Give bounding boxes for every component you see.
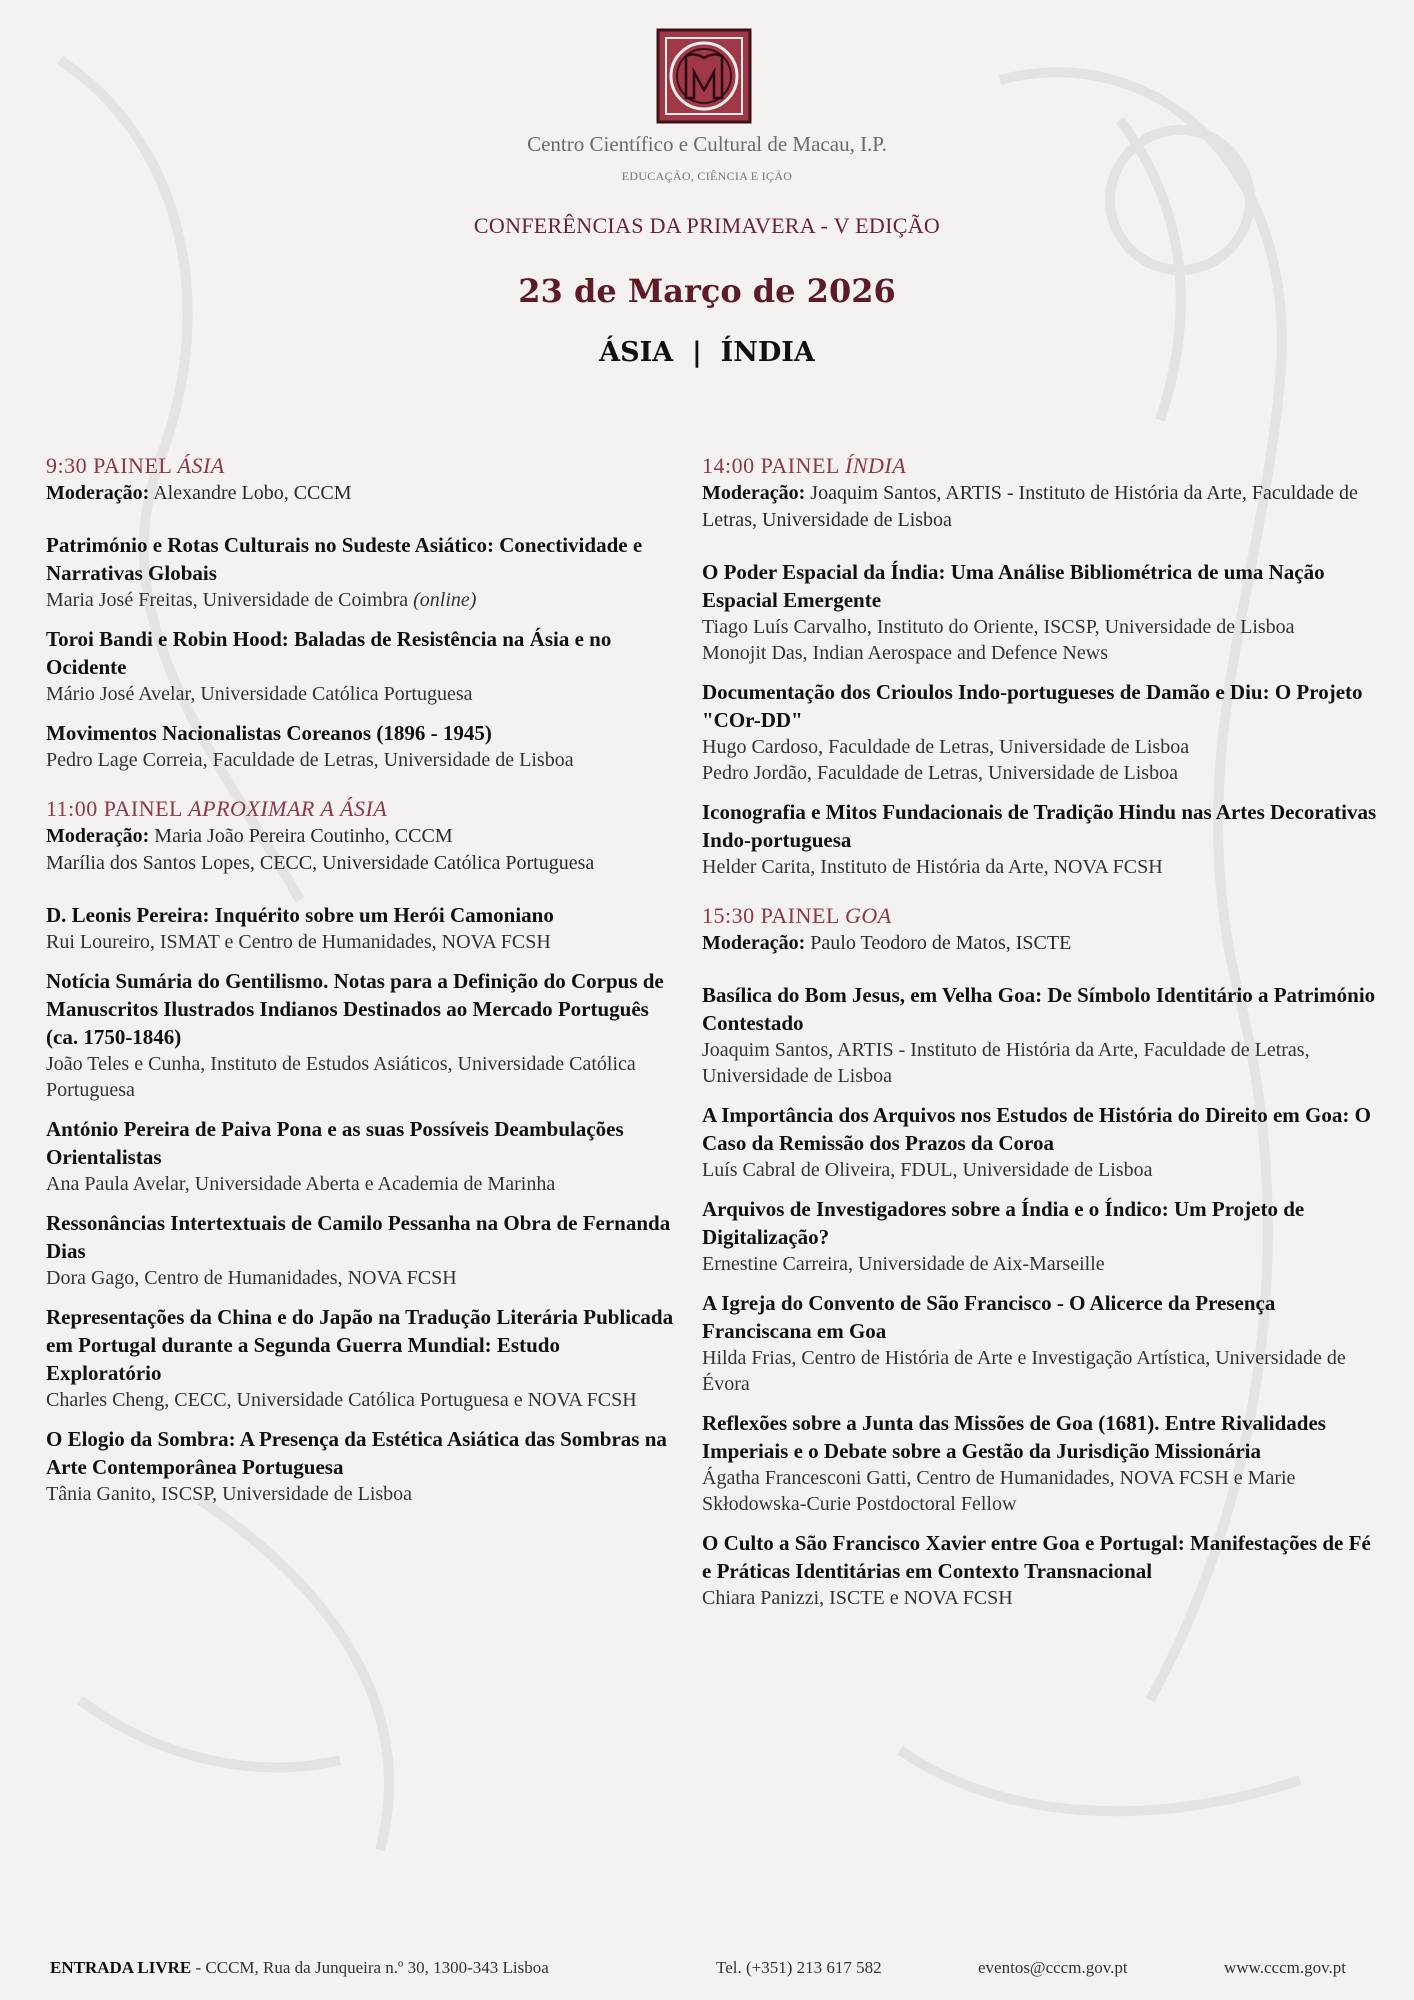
talk-speaker	[702, 1465, 1382, 1517]
panel-section	[702, 902, 1382, 1611]
talk-speaker	[46, 1387, 676, 1413]
speaker-name: Tânia Ganito, ISCSP, Universidade de Lisboa	[46, 1483, 413, 1505]
panel-extra-participant: Marília dos Santos Lopes, CECC, Universidade Católica Portuguesa	[46, 852, 595, 874]
org-name: Centro Científico e Cultural de Macau, I.P.	[527, 132, 887, 156]
talk-title: A Igreja do Convento de São Francisco - O Alicerce da Presença Franciscana em Goa	[702, 1291, 1276, 1343]
talk-speaker	[46, 1171, 676, 1197]
panel-section	[46, 452, 676, 773]
talk-item	[702, 678, 1382, 786]
talk-speaker	[46, 1051, 676, 1103]
speaker-name: Hilda Frias, Centro de História de Arte e Investigação Artística, Universidade de Évora	[702, 1347, 1346, 1395]
footer-website[interactable]: www.cccm.gov.pt	[1224, 1958, 1346, 1977]
panel-label: PAINEL	[760, 903, 840, 928]
panel-heading	[702, 902, 1382, 930]
talk-speaker	[46, 929, 676, 955]
talk-item	[702, 1195, 1382, 1277]
talk-title: D. Leonis Pereira: Inquérito sobre um Herói Camoniano	[46, 903, 554, 927]
talk-speaker	[702, 1157, 1382, 1183]
spacer	[702, 534, 1382, 558]
talk-title: Documentação dos Crioulos Indo-portugueses de Damão e Diu: O Projeto "COr-DD"	[702, 680, 1363, 732]
talk-item	[46, 531, 676, 613]
speaker-name: João Teles e Cunha, Instituto de Estudos Asiáticos, Universidade Católica Portuguesa	[46, 1053, 636, 1101]
moderator-name: Alexandre Lobo, CCCM	[153, 482, 352, 504]
panel-time: 11:00	[46, 796, 98, 821]
talk-speaker	[702, 1251, 1382, 1277]
talk-title: Ressonâncias Intertextuais de Camilo Pessanha na Obra de Fernanda Dias	[46, 1211, 671, 1263]
address-text: - CCCM, Rua da Junqueira n.º 30, 1300-343 Lisboa	[191, 1958, 549, 1977]
talk-speaker	[46, 681, 676, 707]
moderation-label: Moderação:	[702, 932, 806, 954]
moderation-label: Moderação:	[702, 482, 806, 504]
spacer	[46, 507, 676, 531]
org-subtitle: EDUCAÇÃO, CIÊNCIA E IÇÃO	[621, 169, 793, 183]
right-column	[702, 452, 1382, 1633]
panel-section	[46, 795, 676, 1507]
panel-name: GOA	[845, 903, 892, 928]
talk-title: Iconografia e Mitos Fundacionais de Tradição Hindu nas Artes Decorativas Indo-portuguesa	[702, 800, 1377, 852]
talk-item	[702, 1409, 1382, 1517]
panel-name: ÁSIA	[177, 453, 225, 478]
moderation-label: Moderação:	[46, 482, 150, 504]
speaker-name: Charles Cheng, CECC, Universidade Católica Portuguesa e NOVA FCSH	[46, 1389, 637, 1411]
panel-heading	[702, 452, 1382, 480]
panel-section	[702, 452, 1382, 880]
speaker-name: Pedro Lage Correia, Faculdade de Letras, Universidade de Lisboa	[46, 749, 574, 771]
footer	[0, 1958, 1414, 1988]
footer-address	[50, 1958, 549, 1978]
talk-title: A Importância dos Arquivos nos Estudos de História do Direito em Goa: O Caso da Remissão dos Prazos da Coroa	[702, 1103, 1371, 1155]
talk-item	[46, 967, 676, 1103]
talk-item	[46, 1425, 676, 1507]
talk-title: O Culto a São Francisco Xavier entre Goa e Portugal: Manifestações de Fé e Práticas Identitárias em Contexto Transnacional	[702, 1531, 1371, 1583]
talk-item	[46, 719, 676, 773]
moderation	[46, 823, 676, 850]
panel-name: APROXIMAR A ÁSIA	[188, 796, 388, 821]
speaker-name: Hugo Cardoso, Faculdade de Letras, Universidade de Lisboa	[702, 736, 1190, 758]
conference-title: CONFERÊNCIAS DA PRIMAVERA - V EDIÇÃO	[473, 213, 941, 238]
talk-title: O Poder Espacial da Índia: Uma Análise Bibliométrica de uma Nação Espacial Emergente	[702, 560, 1325, 612]
talk-item	[702, 558, 1382, 666]
talk-speaker	[702, 1585, 1382, 1611]
talk-title: Arquivos de Investigadores sobre a Índia e o Índico: Um Projeto de Digitalização?	[702, 1197, 1305, 1249]
talk-item	[702, 1289, 1382, 1397]
talk-title: Reflexões sobre a Junta das Missões de Goa (1681). Entre Rivalidades Imperiais e o Debate sobre a Gestão da Jurisdição Missionária	[702, 1411, 1326, 1463]
spacer	[702, 957, 1382, 981]
moderation	[46, 480, 676, 507]
speaker-name: Maria José Freitas, Universidade de Coimbra	[46, 589, 409, 611]
footer-phone[interactable]: Tel. (+351) 213 617 582	[716, 1958, 882, 1977]
moderator-name: Paulo Teodoro de Matos, ISCTE	[810, 932, 1072, 954]
speaker-name: Dora Gago, Centro de Humanidades, NOVA FCSH	[46, 1267, 457, 1289]
talk-speaker	[702, 1037, 1382, 1089]
panel-time: 14:00	[702, 453, 755, 478]
talk-title: Basílica do Bom Jesus, em Velha Goa: De Símbolo Identitário a Património Contestado	[702, 983, 1376, 1035]
speaker-name: Joaquim Santos, ARTIS - Instituto de História da Arte, Faculdade de Letras, Universidade de Lisboa	[702, 1039, 1310, 1087]
talk-item	[702, 1101, 1382, 1183]
moderator-name: Maria João Pereira Coutinho, CCCM	[154, 825, 453, 847]
talk-item	[46, 1303, 676, 1413]
talk-title: O Elogio da Sombra: A Presença da Estética Asiática das Sombras na Arte Contemporânea Portuguesa	[46, 1427, 667, 1479]
talk-title: Notícia Sumária do Gentilismo. Notas para a Definição do Corpus de Manuscritos Ilustrados Indianos Destinados ao Mercado Português (ca. 1750-1846)	[46, 969, 664, 1049]
speaker-name: Ágatha Francesconi Gatti, Centro de Humanidades, NOVA FCSH e Marie Skłodowska-Curie Postdoctoral Fellow	[702, 1467, 1296, 1515]
talk-speaker: Monojit Das, Indian Aerospace and Defence News	[702, 642, 1108, 664]
talk-item	[46, 901, 676, 955]
talk-speaker	[46, 1265, 676, 1291]
footer-email[interactable]: eventos@cccm.gov.pt	[978, 1958, 1128, 1977]
panel-heading	[46, 795, 676, 823]
panel-label: PAINEL	[760, 453, 840, 478]
talk-speaker	[702, 854, 1382, 880]
speaker-name: Chiara Panizzi, ISCTE e NOVA FCSH	[702, 1587, 1013, 1609]
speaker-note: (online)	[413, 589, 477, 611]
cccm-logo-icon	[656, 28, 752, 124]
moderation	[702, 480, 1382, 534]
panel-name: ÍNDIA	[845, 453, 907, 478]
talk-title: Toroi Bandi e Robin Hood: Baladas de Resistência na Ásia e no Ocidente	[46, 627, 612, 679]
talk-speaker: Pedro Jordão, Faculdade de Letras, Universidade de Lisboa	[702, 762, 1178, 784]
talk-item	[702, 981, 1382, 1089]
talk-item	[46, 1209, 676, 1291]
talk-title: António Pereira de Paiva Pona e as suas Possíveis Deambulações Orientalistas	[46, 1117, 624, 1169]
talk-speaker	[702, 1345, 1382, 1397]
talk-speaker	[46, 587, 676, 613]
left-column	[46, 452, 676, 1529]
entry-label: ENTRADA LIVRE	[50, 1958, 192, 1977]
talk-item	[46, 1115, 676, 1197]
moderation-label: Moderação:	[46, 825, 150, 847]
moderator-name: Joaquim Santos, ARTIS - Instituto de História da Arte, Faculdade de Letras, Universidade de Lisboa	[702, 482, 1358, 531]
event-regions: ÁSIA | ÍNDIA	[599, 337, 815, 368]
panel-time: 9:30	[46, 453, 88, 478]
panel-label: PAINEL	[93, 453, 172, 478]
talk-item	[702, 1529, 1382, 1611]
spacer	[46, 877, 676, 901]
talk-speaker	[702, 734, 1382, 760]
event-date: 23 de Março de 2026	[518, 272, 896, 310]
speaker-name: Luís Cabral de Oliveira, FDUL, Universidade de Lisboa	[702, 1159, 1153, 1181]
speaker-name: Ernestine Carreira, Universidade de Aix-Marseille	[702, 1253, 1105, 1275]
speaker-name: Tiago Luís Carvalho, Instituto do Oriente, ISCSP, Universidade de Lisboa	[702, 616, 1295, 638]
moderation	[702, 930, 1382, 957]
talk-title: Movimentos Nacionalistas Coreanos (1896 - 1945)	[46, 721, 492, 745]
panel-heading	[46, 452, 676, 480]
talk-title: Representações da China e do Japão na Tradução Literária Publicada em Portugal durante a Segunda Guerra Mundial: Estudo Exploratório	[46, 1305, 674, 1385]
talk-item	[46, 625, 676, 707]
speaker-name: Mário José Avelar, Universidade Católica Portuguesa	[46, 683, 473, 705]
talk-item	[702, 798, 1382, 880]
speaker-name: Rui Loureiro, ISMAT e Centro de Humanidades, NOVA FCSH	[46, 931, 551, 953]
talk-speaker	[46, 1481, 676, 1507]
speaker-name: Ana Paula Avelar, Universidade Aberta e Academia de Marinha	[46, 1173, 556, 1195]
talk-speaker	[702, 614, 1382, 640]
panel-time: 15:30	[702, 903, 755, 928]
panel-label: PAINEL	[103, 796, 183, 821]
talk-title: Património e Rotas Culturais no Sudeste Asiático: Conectividade e Narrativas Globais	[46, 533, 643, 585]
talk-speaker	[46, 747, 676, 773]
speaker-name: Helder Carita, Instituto de História da Arte, NOVA FCSH	[702, 856, 1163, 878]
